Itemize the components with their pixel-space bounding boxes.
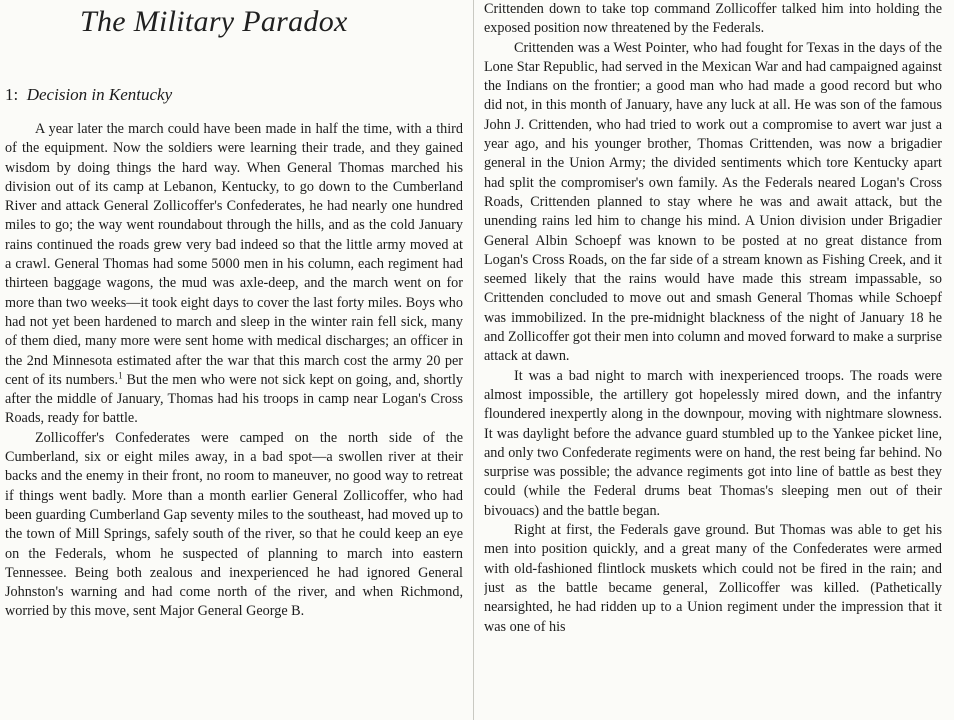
paragraph: It was a bad night to march with inexperienced troops. The roads were almost impossible, the artillery got hopelessly mired down, and the infantry floundered inexpertly along in the downpour, moving with nightmare slowness. It was daylight before the advance guard stumbled up to the Yankee picket line, and only two Confederate regiments were on hand, the rest being far behind. No surprise was possible; the advance regiments got into line of battle as best they could (while the Federal drums beat Thomas's sleeping men out of their bivouacs) and the battle began. (484, 367, 942, 519)
section-title: Decision in Kentucky (26, 85, 173, 104)
right-column (484, 0, 942, 720)
chapter-title: The Military Paradox (80, 5, 348, 38)
paragraph: Crittenden was a West Pointer, who had fought for Texas in the days of the Lone Star Republic, had served in the Mexican War and had campaigned against the Indians on the frontier; a good man who had made a good record but who did not, in this month of January, have any luck at all. He was son of the famous John J. Crittenden, who had tried to work out a compromise to avert war just a year ago, and his younger brother, Thomas Crittenden, was now a brigadier general in the Union Army; the divided sentiments which tore Kentucky apart had split the compromiser's own family. As the Federals neared Logan's Cross Roads, Crittenden planned to stay where he was and await attack, but the unending rains led him to change his mind. A Union division under Brigadier General Albin Schoepf was known to be posted at no great distance from Logan's Cross Roads, on the far side of a stream known as Fishing Creek, and it seemed likely that the rains would have made this stream impassable, so Crittenden concluded to move out and smash General Thomas while Schoepf was immobilized. In the pre-midnight blackness of the night of January 18 he and Zollicoffer got their men into column and moved forward to make a surprise attack at dawn. (484, 39, 942, 365)
section-heading (5, 84, 463, 106)
paragraph: Right at first, the Federals gave ground. But Thomas was able to get his men into position quickly, and a great many of the Confederates were armed with old-fashioned flintlock muskets which could not be fired in the rain; and just as the battle became general, Zollicoffer was killed. (Pathetically nearsighted, he had ridden up to a Union regiment under the impression that it was one of his (484, 522, 942, 635)
footnote-mark: 1 (118, 370, 123, 381)
paragraph-text: A year later the march could have been made in half the time, with a third of the equipment. Now the soldiers were learning their trade, and they gained wisdom by doing things the hard way. When General Thomas marched his division out of its camp at Lebanon, Kentucky, to go down to the Cumberland River and attack General Zollicoffer's Confederates, he had nearly one hundred miles to go; the way went roundabout through the hills, and as the cold January rains continued the roads grew very bad indeed so that the little army moved at a crawl. General Thomas had some 5000 men in his column, each regiment had thirteen baggage wagons, the mud was axle-deep, and the march went on for more than two weeks—it took eight days to cover the last forty miles. Boys who had not yet been hardened to march and sleep in the winter rain fell sick, many of them died, many more were sent home with medical discharges; an officer in the 2nd Minnesota estimated after the war that this march cost the army 20 per cent of its numbers. (5, 121, 463, 388)
paragraph-text-tail: But the men who were not sick kept on going, and, shortly after the middle of January, Thomas had his troops in camp near Logan's Cross Roads, ready for battle. (5, 371, 463, 427)
left-column (5, 0, 463, 720)
column-gutter (473, 0, 474, 720)
paragraph (5, 120, 463, 429)
section-number: 1: (5, 85, 19, 104)
paragraph-continued: Crittenden down to take top command Zollicoffer talked him into holding the exposed position now threatened by the Federals. (484, 1, 942, 37)
paragraph: Zollicoffer's Confederates were camped on the north side of the Cumberland, six or eight miles away, in a bad spot—a swollen river at their backs and the enemy in their front, no room to maneuver, no good way to retreat if things went badly. More than a month earlier General Zollicoffer, who had been guarding Cumberland Gap seventy miles to the southeast, had moved up to the town of Mill Springs, safely south of the river, so that he could keep an eye on the Federals, whom he suspected of planning to march into eastern Tennessee. Being both zealous and inexperienced he had ignored General Johnston's warning and had come north of the river, and when Richmond, worried by this move, sent Major General George B. (5, 429, 463, 620)
